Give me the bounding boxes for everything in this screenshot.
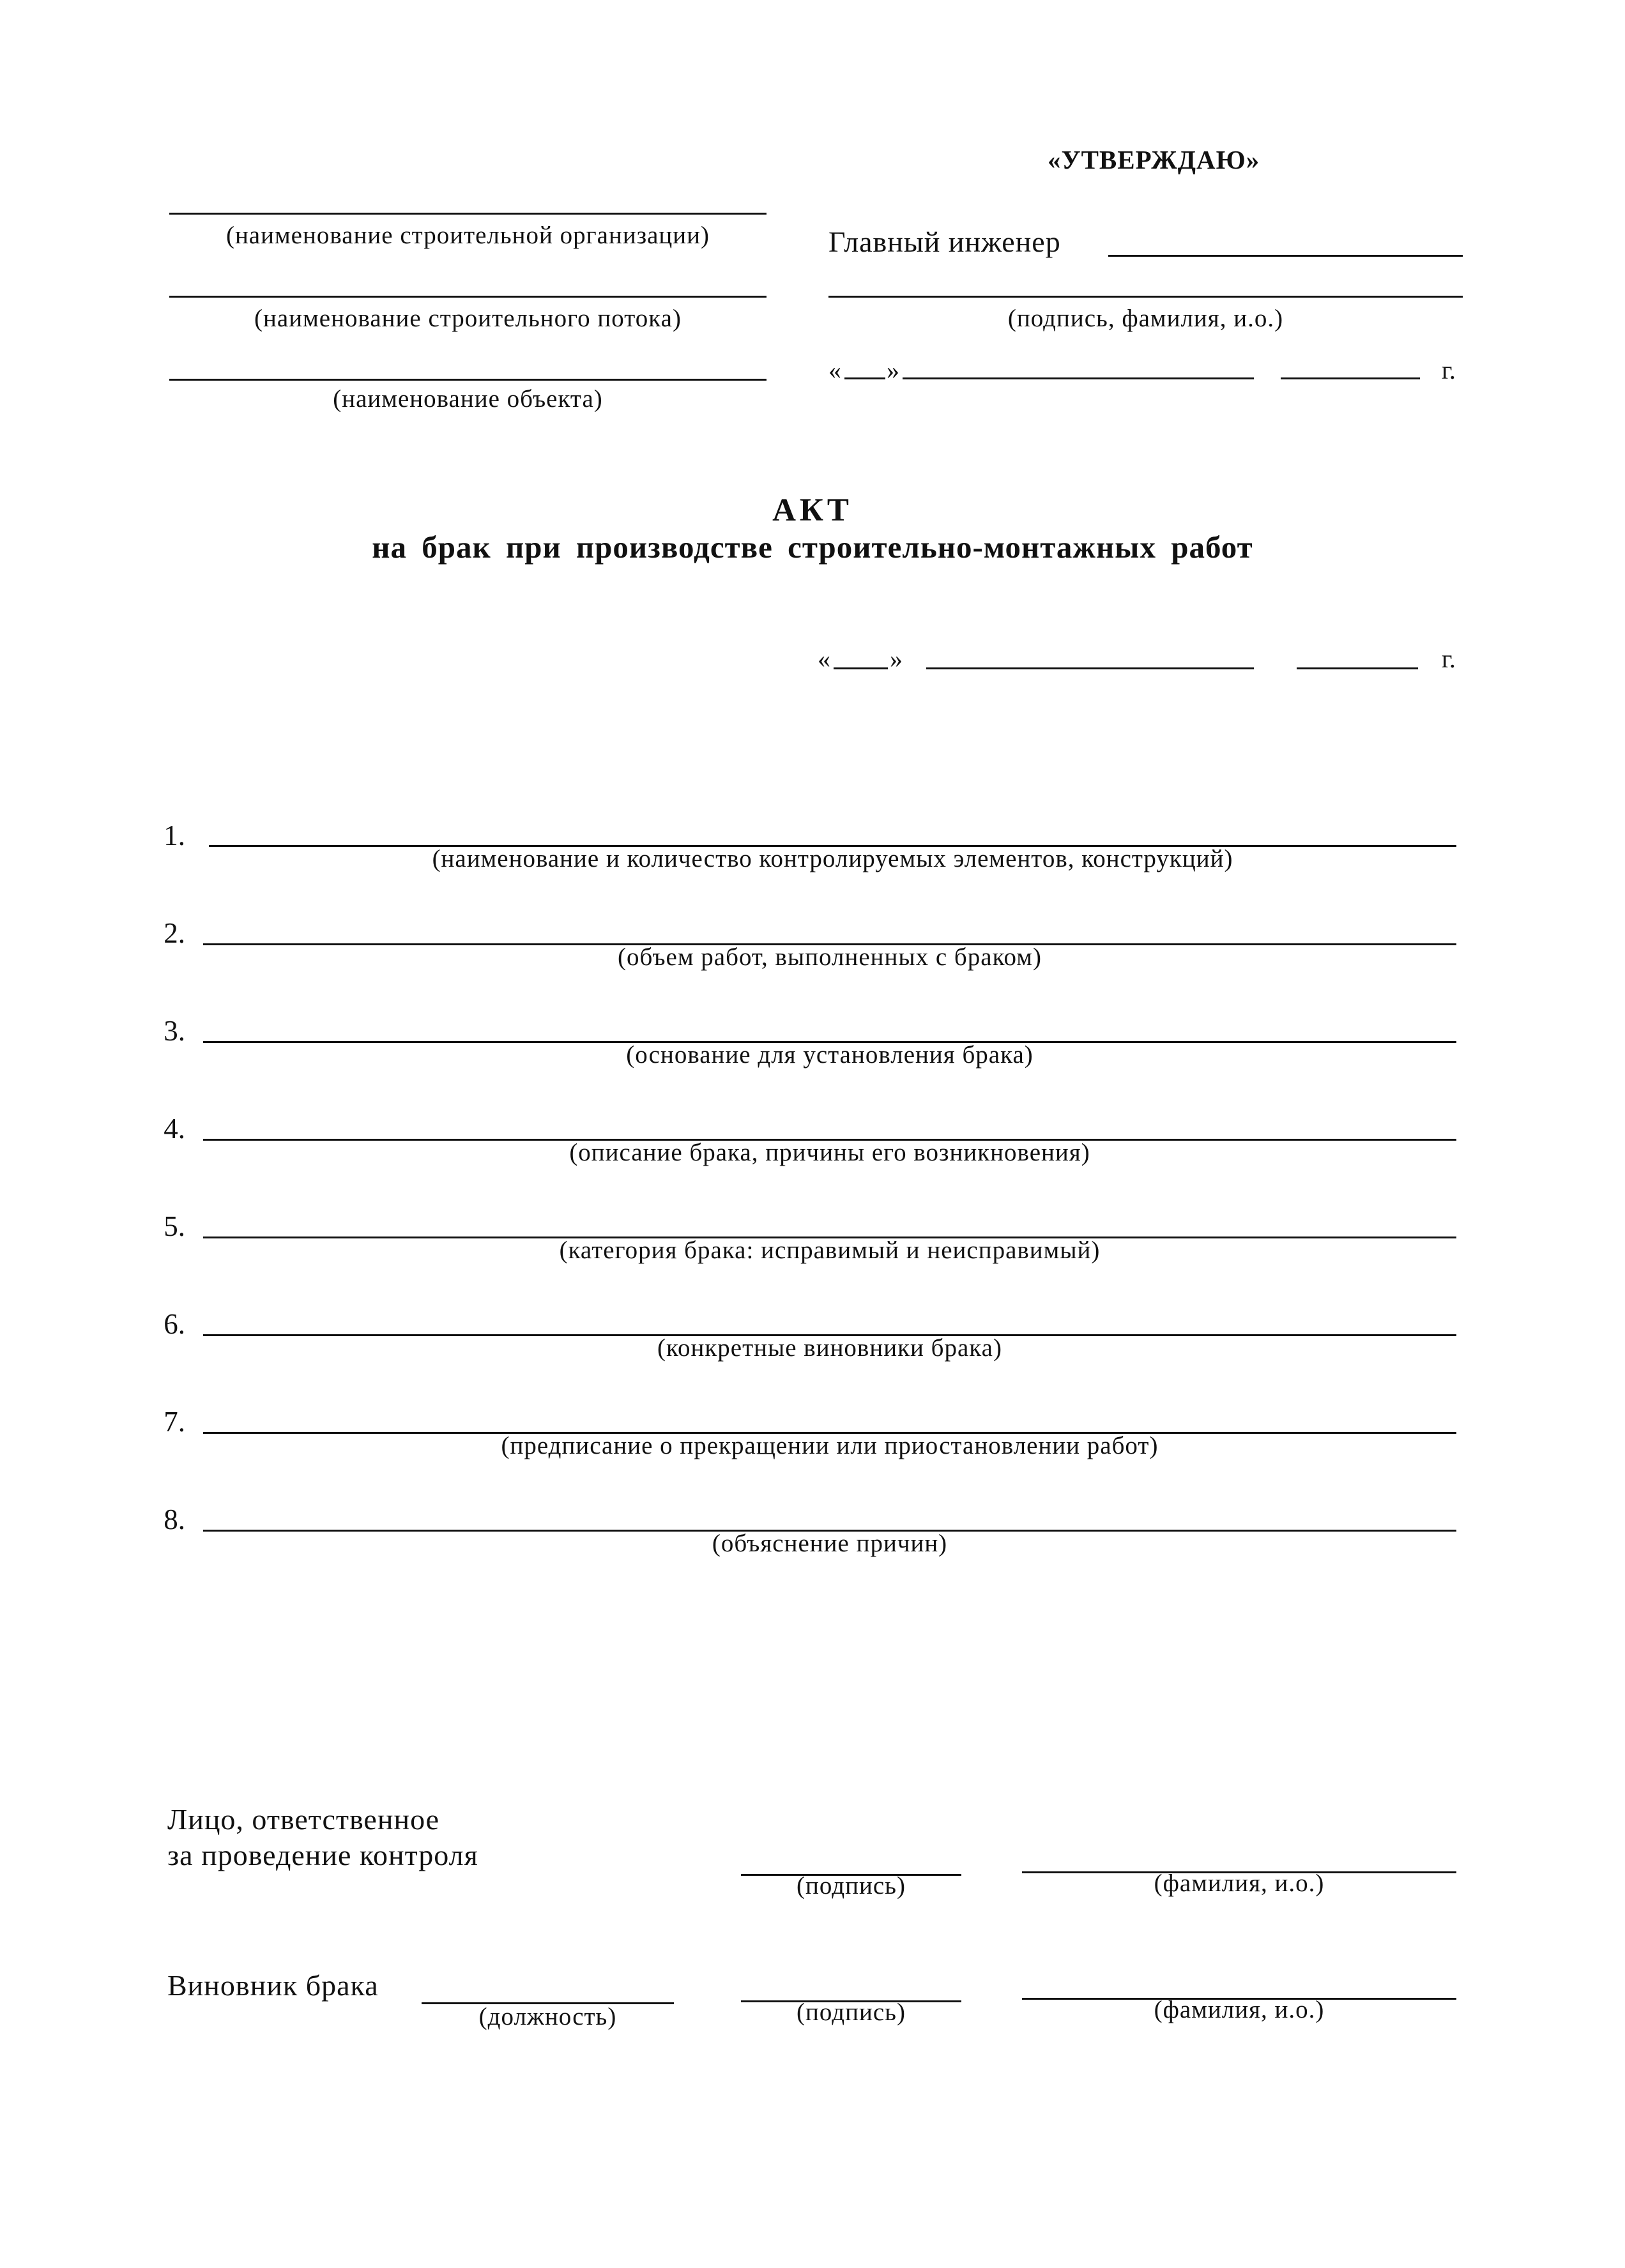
responsible-name-caption: (фамилия, и.о.) (1154, 1869, 1325, 1897)
date-year-line[interactable] (1297, 667, 1418, 669)
org-name-line[interactable] (169, 213, 767, 215)
item-number: 4. (164, 1113, 185, 1145)
item-caption: (описание брака, причины его возникновения) (569, 1139, 1090, 1166)
item-number: 1. (164, 819, 185, 851)
act-heading: АКТ (772, 492, 853, 528)
chief-engineer-line[interactable] (1108, 255, 1463, 257)
responsible-label-line1: Лицо, ответственное (167, 1803, 440, 1836)
date-quote-open: « (818, 644, 830, 673)
responsible-signature-caption: (подпись) (797, 1872, 906, 1899)
item-number: 5. (164, 1210, 185, 1242)
item-caption: (категория брака: исправимый и неисправимый) (559, 1237, 1101, 1264)
item-number: 7. (164, 1406, 185, 1438)
approval-month-line[interactable] (903, 377, 1254, 379)
culprit-name-caption: (фамилия, и.о.) (1154, 1996, 1325, 2023)
culprit-position-caption: (должность) (478, 2003, 617, 2030)
item-caption: (объяснение причин) (712, 1530, 948, 1557)
flow-name-line[interactable] (169, 296, 767, 298)
org-name-caption: (наименование строительной организации) (225, 222, 710, 249)
approval-year-line[interactable] (1281, 377, 1420, 379)
object-name-line[interactable] (169, 379, 767, 381)
flow-name-caption: (наименование строительного потока) (254, 305, 682, 332)
chief-signature-line[interactable] (828, 296, 1463, 298)
object-name-caption: (наименование объекта) (333, 385, 603, 413)
item-caption: (объем работ, выполненных с браком) (618, 943, 1042, 971)
item-caption: (предписание о прекращении или приостановлении работ) (501, 1432, 1159, 1459)
date-year-suffix: г. (1442, 644, 1456, 673)
chief-signature-caption: (подпись, фамилия, и.о.) (1007, 305, 1284, 332)
act-subheading: на брак при производстве строительно-монтажных работ (372, 529, 1253, 565)
date-quote-close: » (890, 644, 903, 673)
approval-quote-close: » (887, 356, 899, 384)
item-caption: (конкретные виновники брака) (657, 1334, 1002, 1362)
item-caption: (основание для установления брака) (626, 1041, 1034, 1069)
approval-year-suffix: г. (1442, 356, 1456, 384)
item-caption: (наименование и количество контролируемых элементов, конструкций) (432, 845, 1233, 872)
item-number: 3. (164, 1015, 185, 1047)
responsible-label-line2: за проведение контроля (167, 1839, 478, 1871)
chief-engineer-label: Главный инженер (828, 225, 1061, 258)
culprit-signature-caption: (подпись) (797, 1998, 906, 2026)
date-month-line[interactable] (926, 667, 1254, 669)
approval-stamp: «УТВЕРЖДАЮ» (1048, 145, 1260, 174)
item-number: 8. (164, 1503, 185, 1535)
date-day-line[interactable] (834, 667, 888, 669)
item-number: 6. (164, 1308, 185, 1340)
culprit-label: Виновник брака (167, 1969, 379, 2002)
approval-day-line[interactable] (844, 377, 885, 379)
item-number: 2. (164, 917, 185, 949)
approval-quote-open: « (828, 356, 841, 384)
